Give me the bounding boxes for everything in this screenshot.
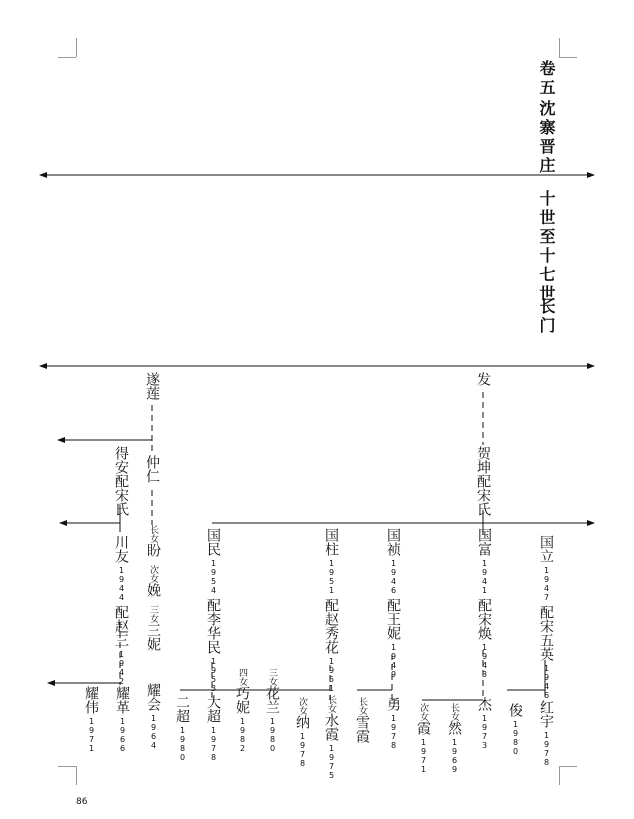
person-erchao-column: 二超1980: [174, 695, 190, 762]
person-guomin: 国民: [205, 528, 221, 556]
person-shuixia-column: 长女水霞1975: [323, 695, 339, 780]
person-guozhen: 国祯: [385, 528, 401, 556]
person-dachao-column: 大超1978: [205, 695, 221, 762]
person-hongyu-column: 红宇1978: [538, 700, 554, 767]
person-pan-column: 长女盼: [145, 525, 161, 557]
person-guomin-column: 国民1954配李华民1953: [205, 528, 221, 693]
person-chuanyou: 川友: [113, 535, 129, 563]
person-guofu: 国富: [476, 528, 492, 556]
header-village: 沈寨晋庄: [537, 100, 556, 176]
person-ran-column: 长女然1969: [446, 703, 462, 774]
person-guofu-column: 国富1941配宋焕1943: [476, 528, 492, 679]
person-huan: 娩: [145, 583, 161, 597]
person-chuanyou-column: 川友1944配赵三1942: [113, 535, 129, 686]
person-hekun: 贺坤配宋氏: [475, 446, 491, 516]
person-chuanyou-wife: 配赵三: [113, 605, 129, 647]
person-yaohui-column: 耀会1964: [145, 683, 161, 750]
ancestor-fa: 发: [475, 372, 491, 386]
person-sanni-column: 三女三妮: [145, 605, 161, 651]
page-number: 86: [76, 797, 88, 807]
header-volume: 卷五: [537, 60, 556, 98]
person-guozhu-column: 国柱1951配赵秀花1951: [323, 528, 339, 693]
person-jie-column: 杰1973: [476, 697, 492, 750]
person-jun-column: 俊1980: [507, 703, 523, 756]
person-dean: 得安配宋氏: [113, 446, 129, 516]
person-sanni: 三妮: [145, 623, 161, 651]
person-yong-column: 勇1978: [385, 697, 401, 750]
person-guozhu: 国柱: [323, 528, 339, 556]
person-pan: 盼: [145, 543, 161, 557]
person-guoli-column: 国立1947配宋五英1946: [538, 535, 554, 700]
person-yaowei-column: 耀伟1971: [83, 686, 99, 753]
header-branch: 长门: [537, 298, 556, 336]
person-yaoge-column: 耀革1966: [114, 686, 130, 753]
person-xuexia-column: 长女雪霞: [354, 697, 370, 743]
person-huasan-column: 三女花兰1980: [264, 668, 280, 753]
person-qiaoni-column: 四女巧妮1982: [234, 668, 250, 753]
person-guozhen-column: 国祯1946配王妮1949: [385, 528, 401, 679]
person-guoli: 国立: [538, 535, 554, 563]
person-huan-column: 次女娩: [145, 565, 161, 597]
person-zhongren: 仲仁: [144, 455, 160, 483]
header-generations: 十世至十七世: [537, 190, 556, 304]
person-xia-column: 次女霞1971: [415, 703, 431, 774]
ancestor-suilian: 遂莲: [144, 372, 160, 400]
person-na-column: 次女纳1978: [294, 697, 310, 768]
